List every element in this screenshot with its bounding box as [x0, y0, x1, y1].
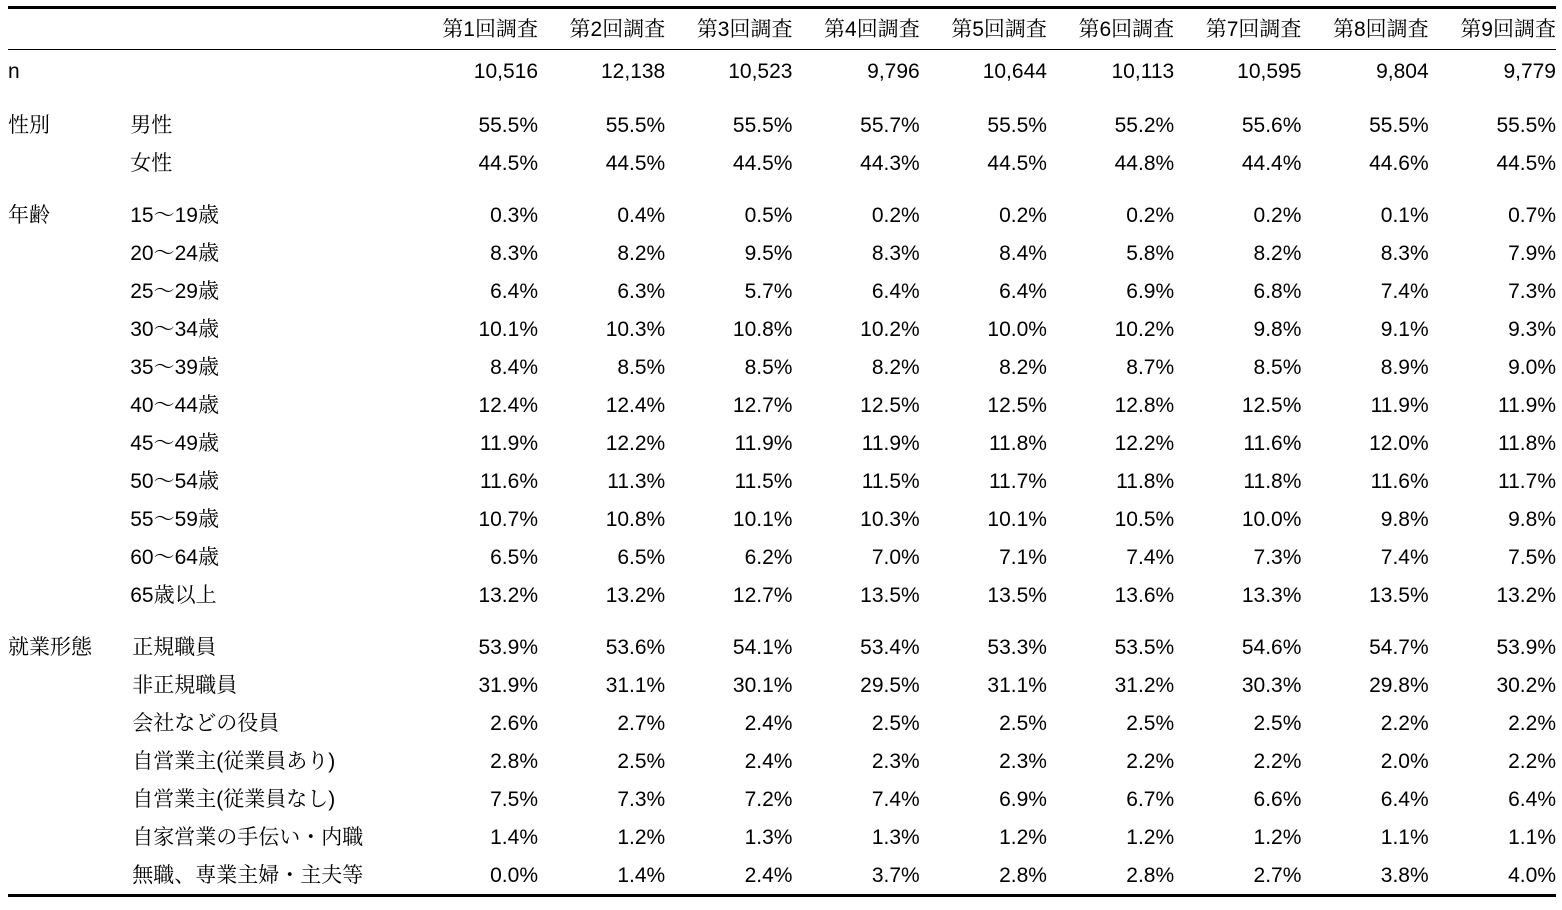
cell: 10.1% [732, 507, 793, 531]
cell: 4.0% [1429, 856, 1556, 896]
cell: 1.2% [999, 825, 1047, 849]
group-label-empty [8, 538, 130, 576]
cell: 44.5% [1496, 151, 1556, 175]
cell: 7.5% [490, 787, 538, 811]
cell: 6.9% [999, 787, 1047, 811]
cell-n-9: 9,779 [1429, 50, 1556, 93]
cell: 44.5% [478, 151, 538, 175]
table-row [8, 856, 1556, 896]
cell: 2.5% [999, 711, 1047, 735]
cell: 12.7% [732, 393, 793, 417]
row-label: 非正規職員 [132, 673, 238, 697]
row-label: 40〜44歳 [130, 393, 219, 417]
cell: 53.6% [605, 635, 666, 659]
group-label-empty [8, 348, 130, 386]
header-label-blank [130, 8, 411, 50]
cell: 1.4% [490, 825, 538, 849]
cell: 8.2% [999, 355, 1047, 379]
row-label: 50〜54歳 [130, 469, 219, 493]
cell: 12.2% [1114, 431, 1175, 455]
cell: 11.3% [607, 469, 666, 493]
cell: 2.5% [1253, 711, 1302, 735]
cell: 55.7% [860, 113, 920, 137]
cell: 55.6% [1241, 113, 1302, 137]
cell: 11.7% [1498, 469, 1556, 493]
row-label: 55〜59歳 [130, 507, 219, 531]
cell: 2.5% [617, 749, 666, 773]
header-group-blank [8, 8, 130, 50]
table-row [8, 666, 1556, 704]
cell-n-4: 9,796 [792, 50, 919, 93]
cell: 7.5% [1508, 545, 1556, 569]
group-label-empty [8, 144, 130, 182]
cell: 10.8% [732, 317, 793, 341]
cell: 10.2% [860, 317, 920, 341]
survey-demographics-table [8, 6, 1556, 897]
cell: 2.7% [1174, 856, 1301, 896]
cell: 6.5% [490, 545, 538, 569]
cell: 6.3% [617, 279, 666, 303]
column-header-8: 第8回調査 [1301, 8, 1428, 50]
cell: 7.3% [1253, 545, 1302, 569]
group-label-empty [8, 780, 130, 818]
row-label: 自営業主(従業員なし) [132, 787, 336, 811]
row-label: 正規職員 [132, 635, 217, 659]
table-row [8, 780, 1556, 818]
cell: 53.3% [987, 635, 1047, 659]
cell: 55.5% [1496, 113, 1556, 137]
spacer-row [8, 92, 1556, 106]
cell: 1.3% [744, 825, 793, 849]
cell: 53.5% [1114, 635, 1175, 659]
cell: 11.5% [734, 469, 793, 493]
cell: 5.7% [744, 279, 793, 303]
row-label: 会社などの役員 [132, 711, 280, 735]
group-label-empty [8, 856, 130, 896]
group-label-empty [8, 500, 130, 538]
cell: 2.8% [490, 749, 538, 773]
cell: 44.5% [732, 151, 793, 175]
cell-n-2: 12,138 [538, 50, 665, 93]
cell: 12.8% [1114, 393, 1175, 417]
cell: 2.4% [744, 711, 793, 735]
row-label: 男性 [130, 113, 173, 137]
cell: 7.9% [1508, 241, 1556, 265]
cell: 44.5% [987, 151, 1047, 175]
cell: 7.4% [1380, 545, 1429, 569]
cell: 2.4% [665, 856, 792, 896]
cell: 7.4% [1380, 279, 1429, 303]
cell: 2.2% [1508, 749, 1556, 773]
cell-n-3: 10,523 [665, 50, 792, 93]
cell: 6.8% [1253, 279, 1302, 303]
cell: 9.8% [1253, 317, 1302, 341]
cell: 44.4% [1241, 151, 1302, 175]
cell: 2.5% [1126, 711, 1175, 735]
cell: 11.6% [1243, 431, 1302, 455]
row-label: 25〜29歳 [130, 279, 219, 303]
cell: 13.5% [1369, 583, 1429, 607]
cell: 55.5% [732, 113, 793, 137]
cell: 29.5% [860, 673, 920, 697]
cell: 0.2% [999, 203, 1047, 227]
cell: 8.2% [617, 241, 666, 265]
row-label: 15〜19歳 [130, 203, 219, 227]
cell: 2.2% [1380, 711, 1429, 735]
cell: 12.5% [987, 393, 1047, 417]
group-label-empty [8, 666, 130, 704]
cell: 53.9% [478, 635, 538, 659]
cell: 8.3% [871, 241, 920, 265]
cell: 53.9% [1496, 635, 1556, 659]
cell: 30.2% [1496, 673, 1556, 697]
cell: 8.3% [490, 241, 538, 265]
header-row [8, 8, 1556, 50]
cell: 11.9% [734, 431, 793, 455]
row-label: 45〜49歳 [130, 431, 219, 455]
cell: 2.2% [1253, 749, 1302, 773]
cell: 55.5% [1369, 113, 1429, 137]
cell: 7.0% [871, 545, 920, 569]
cell: 3.7% [792, 856, 919, 896]
cell: 12.0% [1369, 431, 1429, 455]
cell: 13.2% [605, 583, 666, 607]
group-label-empty [8, 424, 130, 462]
row-label: 自営業主(従業員あり) [132, 749, 336, 773]
cell: 0.2% [1126, 203, 1175, 227]
cell: 11.8% [1498, 431, 1556, 455]
cell: 44.6% [1369, 151, 1429, 175]
group-label-employment: 就業形態 [8, 635, 92, 659]
cell: 9.8% [1380, 507, 1429, 531]
cell: 7.1% [999, 545, 1047, 569]
cell: 0.2% [1253, 203, 1302, 227]
cell: 11.8% [988, 431, 1047, 455]
column-header-1: 第1回調査 [411, 8, 538, 50]
table-row [8, 106, 1556, 144]
row-label: 20〜24歳 [130, 241, 219, 265]
table-row [8, 500, 1556, 538]
table-row [8, 196, 1556, 234]
cell: 2.3% [999, 749, 1047, 773]
column-header-6: 第6回調査 [1047, 8, 1174, 50]
group-label-empty [8, 704, 130, 742]
cell: 6.4% [871, 279, 920, 303]
cell: 9.0% [1508, 355, 1556, 379]
row-label: 女性 [130, 151, 173, 175]
cell: 13.5% [987, 583, 1047, 607]
cell: 0.0% [411, 856, 538, 896]
column-header-4: 第4回調査 [792, 8, 919, 50]
cell: 11.9% [1498, 393, 1556, 417]
table-row [8, 628, 1556, 666]
group-label-empty [8, 462, 130, 500]
cell: 0.1% [1380, 203, 1429, 227]
table-row [8, 742, 1556, 780]
table-row [8, 704, 1556, 742]
cell: 10.0% [987, 317, 1047, 341]
row-label: 30〜34歳 [130, 317, 219, 341]
table-row [8, 386, 1556, 424]
cell: 10.5% [1114, 507, 1175, 531]
row-label-n: n [8, 50, 130, 93]
cell: 30.1% [732, 673, 793, 697]
table-row [8, 234, 1556, 272]
table-row [8, 144, 1556, 182]
cell: 8.9% [1380, 355, 1429, 379]
cell: 6.7% [1126, 787, 1175, 811]
cell: 31.2% [1114, 673, 1175, 697]
cell: 0.5% [744, 203, 793, 227]
group-label-age: 年齢 [8, 203, 50, 227]
cell: 10.3% [605, 317, 666, 341]
cell: 12.7% [732, 583, 793, 607]
cell: 8.5% [1253, 355, 1302, 379]
cell: 11.9% [480, 431, 538, 455]
cell: 0.2% [871, 203, 920, 227]
cell: 11.5% [861, 469, 920, 493]
cell: 10.0% [1241, 507, 1302, 531]
cell: 1.2% [617, 825, 666, 849]
spacer-row [8, 614, 1556, 628]
cell: 0.7% [1508, 203, 1556, 227]
cell: 12.5% [860, 393, 920, 417]
column-header-7: 第7回調査 [1174, 8, 1301, 50]
cell: 6.4% [1508, 787, 1556, 811]
cell: 3.8% [1301, 856, 1428, 896]
cell: 6.2% [744, 545, 793, 569]
cell: 0.3% [490, 203, 538, 227]
cell: 12.4% [605, 393, 666, 417]
cell: 31.9% [478, 673, 538, 697]
group-label-empty [8, 818, 130, 856]
cell: 1.2% [1126, 825, 1175, 849]
cell: 6.5% [617, 545, 666, 569]
cell: 2.7% [617, 711, 666, 735]
cell: 44.3% [860, 151, 920, 175]
cell: 44.5% [605, 151, 666, 175]
cell: 8.4% [490, 355, 538, 379]
row-label: 35〜39歳 [130, 355, 219, 379]
table-row [8, 576, 1556, 614]
cell: 8.5% [744, 355, 793, 379]
table-header [8, 8, 1556, 50]
cell: 7.3% [617, 787, 666, 811]
cell: 10.7% [478, 507, 538, 531]
cell: 7.3% [1508, 279, 1556, 303]
cell: 7.2% [744, 787, 793, 811]
cell: 53.4% [860, 635, 920, 659]
cell: 31.1% [987, 673, 1047, 697]
cell: 6.4% [490, 279, 538, 303]
cell: 6.4% [999, 279, 1047, 303]
cell: 13.2% [478, 583, 538, 607]
cell: 7.4% [871, 787, 920, 811]
cell: 9.1% [1380, 317, 1429, 341]
cell: 1.1% [1508, 825, 1556, 849]
cell: 54.1% [732, 635, 793, 659]
cell: 8.2% [871, 355, 920, 379]
cell: 12.2% [605, 431, 666, 455]
column-header-9: 第9回調査 [1429, 8, 1556, 50]
cell: 1.4% [538, 856, 665, 896]
cell: 13.2% [1496, 583, 1556, 607]
table-row [8, 462, 1556, 500]
cell: 10.3% [860, 507, 920, 531]
cell: 2.5% [871, 711, 920, 735]
cell: 10.2% [1114, 317, 1175, 341]
table-body [8, 50, 1556, 896]
cell-n-7: 10,595 [1174, 50, 1301, 93]
cell: 1.2% [1253, 825, 1302, 849]
group-label-empty [8, 576, 130, 614]
cell: 9.5% [744, 241, 793, 265]
cell: 55.5% [605, 113, 666, 137]
cell: 8.3% [1380, 241, 1429, 265]
cell: 1.1% [1380, 825, 1429, 849]
cell: 55.5% [987, 113, 1047, 137]
cell: 11.8% [1116, 469, 1175, 493]
cell: 31.1% [605, 673, 666, 697]
cell: 10.1% [478, 317, 538, 341]
cell: 55.5% [478, 113, 538, 137]
group-label-empty [8, 234, 130, 272]
cell: 9.8% [1508, 507, 1556, 531]
cell: 11.7% [988, 469, 1047, 493]
row-label: 60〜64歳 [130, 545, 219, 569]
cell: 54.7% [1369, 635, 1429, 659]
table-row [8, 818, 1556, 856]
cell: 2.6% [490, 711, 538, 735]
cell: 0.4% [617, 203, 666, 227]
cell: 11.6% [480, 469, 538, 493]
cell: 12.5% [1241, 393, 1302, 417]
cell: 8.5% [617, 355, 666, 379]
cell: 13.5% [860, 583, 920, 607]
spacer-row [8, 182, 1556, 196]
column-header-3: 第3回調査 [665, 8, 792, 50]
group-label-empty [8, 386, 130, 424]
table-row-n [8, 50, 1556, 93]
cell: 44.8% [1114, 151, 1175, 175]
cell-n-8: 9,804 [1301, 50, 1428, 93]
cell: 2.4% [744, 749, 793, 773]
cell-n-6: 10,113 [1047, 50, 1174, 93]
cell: 10.1% [987, 507, 1047, 531]
statistics-table-page [0, 6, 1562, 910]
group-label-empty [8, 310, 130, 348]
cell-n-1: 10,516 [411, 50, 538, 93]
cell: 8.2% [1253, 241, 1302, 265]
cell: 9.3% [1508, 317, 1556, 341]
cell: 2.0% [1380, 749, 1429, 773]
cell: 11.8% [1243, 469, 1302, 493]
table-row [8, 348, 1556, 386]
cell: 8.7% [1126, 355, 1175, 379]
cell: 7.4% [1126, 545, 1175, 569]
cell: 8.4% [999, 241, 1047, 265]
cell: 12.4% [478, 393, 538, 417]
cell: 1.3% [871, 825, 920, 849]
cell: 11.9% [861, 431, 920, 455]
row-label: 自家営業の手伝い・内職 [132, 825, 364, 849]
row-sublabel-n [130, 50, 411, 93]
cell: 11.6% [1370, 469, 1429, 493]
cell: 13.3% [1241, 583, 1302, 607]
cell: 11.9% [1370, 393, 1429, 417]
cell: 5.8% [1126, 241, 1175, 265]
column-header-2: 第2回調査 [538, 8, 665, 50]
cell: 2.2% [1508, 711, 1556, 735]
column-header-5: 第5回調査 [920, 8, 1047, 50]
cell: 2.8% [1047, 856, 1174, 896]
cell: 30.3% [1241, 673, 1302, 697]
row-label: 65歳以上 [130, 583, 217, 607]
cell: 29.8% [1369, 673, 1429, 697]
cell-n-5: 10,644 [920, 50, 1047, 93]
cell: 10.8% [605, 507, 666, 531]
row-label: 無職、専業主婦・主夫等 [130, 856, 411, 896]
table-row [8, 538, 1556, 576]
cell: 6.9% [1126, 279, 1175, 303]
group-label-gender: 性別 [8, 113, 50, 137]
cell: 55.2% [1114, 113, 1175, 137]
group-label-empty [8, 272, 130, 310]
cell: 2.3% [871, 749, 920, 773]
table-row [8, 310, 1556, 348]
cell: 2.2% [1126, 749, 1175, 773]
cell: 2.8% [920, 856, 1047, 896]
table-row [8, 272, 1556, 310]
cell: 6.6% [1253, 787, 1302, 811]
group-label-empty [8, 742, 130, 780]
table-row [8, 424, 1556, 462]
cell: 6.4% [1380, 787, 1429, 811]
cell: 13.6% [1114, 583, 1175, 607]
cell: 54.6% [1241, 635, 1302, 659]
